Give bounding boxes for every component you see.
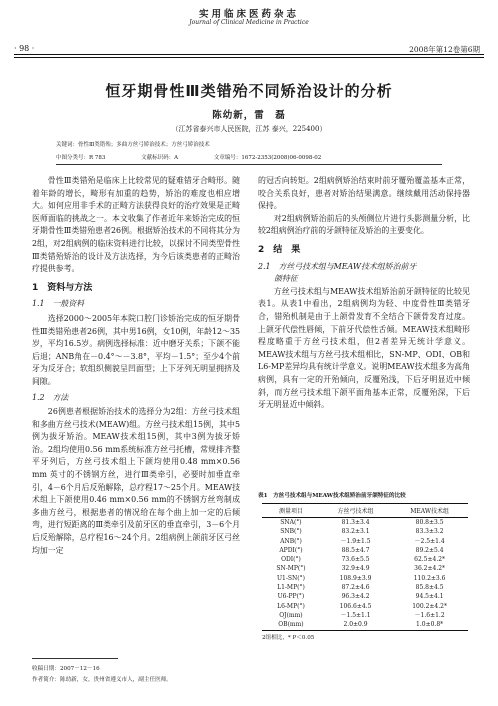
table-row (262, 620, 468, 630)
clc-number: 中图分类号：R 783 (56, 155, 106, 161)
table-cell: 100.2±4.2* (412, 602, 447, 610)
table-cell: 80.8±3.5 (415, 519, 444, 526)
subsection-heading-method: 1.2 方法 (32, 392, 69, 402)
table-caption: 表1 方丝弓技术组与MEAW技术组矫治前牙颌特征的比较 (258, 493, 406, 499)
table-row (262, 564, 468, 573)
author-info: 作者简介：陈幼新，女，贵州省遵义市人，副主任医师。 (32, 677, 172, 683)
received-date: 收稿日期：2007－12－16 (32, 666, 100, 672)
table-cell: ODI(°) (281, 556, 301, 564)
table-row (262, 583, 468, 592)
title-block-rule (56, 164, 442, 165)
table-row (262, 527, 468, 536)
page-number: · 98 · (14, 44, 35, 53)
method-paragraph: 26例患者根据矫治技术的选择分为2组：方丝弓技术组和多曲方丝弓技术(MEAW)组。方丝弓技术组15例，其中5例为拔牙矫治。MEAW技术组15例，其中3例为拔牙矫治。2组均使用0.56 mm系统标准方丝弓托槽，常规排齐整平牙列后，方丝弓技术组上下颌均使用0.48 mm×0.56 mm 英寸的不锈钢方丝，进行Ⅲ类牵引，必要时加垂直牵引，4－6个月后反殆解除，总疗程17～25个月。MEAW技术组上下颌使用0.46 mm×0.56 mm的不锈钢方丝弯制成多曲方丝弓，根据患者的情况给在每个曲上加一定的后倾弯，进行短距离的Ⅲ类牵引及前牙区的垂直牵引，3－6个月后反殆解除，总疗程16～24个月。2组病例上颌前牙区弓丝均加一定 (32, 407, 240, 555)
table-row (262, 574, 468, 583)
results-paragraph: 方丝弓技术组与MEAW技术组矫治前牙颌特征的比较见表1。从表1中看出，2组病例均为轻、中度骨性Ⅲ类错牙合，错殆机制是由于上颌骨发育不全结合下颌骨发育过度。上颌牙代偿性唇倾，下前牙代偿性舌倾。MEAW技术组畸形程度略重于方丝弓技术组，但2者差异无统计学意义。MEAW技术组与方丝弓技术组相比，SN-MP、ODI、OB和L6-MP差异均具有统计学意义。说明MEAW技术组多为高角病例，具有一定的开殆倾向，反覆殆浅，下后牙明显近中倾斜，而方丝弓技术组下颌平面角基本正常，反覆殆深，下后牙无明显近中倾斜。 (258, 286, 470, 410)
table-cell: 32.9±4.9 (341, 565, 370, 573)
table-cell: 110.2±3.6 (413, 574, 446, 582)
comparison-table (262, 503, 468, 631)
article-affiliation: （江苏省泰兴市人民医院，江苏 泰兴，225400） (171, 125, 327, 133)
table-header-cell: MEAW技术组 (391, 504, 468, 518)
section-heading-results: 2 结 果 (258, 244, 301, 255)
table-row (262, 518, 468, 528)
table-cell: －1.6±1.2 (414, 611, 445, 619)
table-header-cell: 方丝弓技术组 (320, 504, 391, 518)
intro-paragraph: 骨性Ⅲ类错殆是临床上比较常见的疑难错牙合畸形。随着年龄的增长，畸形有加重的趋势，矫治的难度也相应增大。如何应用非手术的正畸方法获得良好的治疗效果是正畸医师面临的挑战之一。本文收集了作者近年来矫治完成的恒牙期骨性Ⅲ类错殆患者26例。根据矫治技术的不同将其分为2组，对2组病例的临床资料进行比较，以探讨不同类型骨性Ⅲ类错殆矫治的设计及方法选择，为今后该类患者的正畸治疗提供参考。 (32, 176, 240, 274)
cephalometric-paragraph: 对2组病例矫治前后的头颅侧位片进行头影测量分析，比较2组病例治疗前的牙颌特征及矫治的主要变化。 (258, 213, 470, 236)
journal-title-cn: 实用临床医药杂志 (198, 9, 299, 20)
table-cell: 94.5±4.1 (415, 593, 444, 601)
table-cell: L1-MP(°) (277, 584, 305, 592)
table-cell: 89.2±5.4 (415, 546, 444, 554)
table-header-cell: 测量项目 (262, 504, 320, 518)
keywords: 关键词：骨性Ⅲ类错殆；多曲方丝弓矫治技术；方丝弓矫治技术 (56, 142, 210, 148)
header-rule-thick (14, 54, 484, 55)
table-cell: 62.5±4.2* (414, 556, 446, 564)
classification-line (56, 153, 355, 161)
table-cell: 108.9±3.9 (339, 574, 372, 582)
table-cell: U1-SN(°) (276, 574, 305, 582)
table-cell: 96.3±4.2 (341, 593, 370, 601)
table-cell: 81.3±3.4 (341, 519, 370, 526)
subsection-heading-general: 1.1 一般资料 (32, 299, 85, 309)
table-cell: 88.5±4.7 (341, 546, 370, 554)
table-cell: 73.6±5.5 (341, 556, 370, 564)
section-heading-methods: 1 资料与方法 (32, 282, 93, 293)
table-row (262, 537, 468, 546)
subsection-heading-comparison-cont: 颌特征 (274, 274, 298, 284)
left-column (32, 175, 240, 557)
method-continued-paragraph: 的冠舌向转矩。2组病例矫治结束时前牙覆殆覆盖基本正常，咬合关系良好，患者对矫治结果满意。继续戴用活动保持器保持。 (258, 176, 470, 211)
table-cell: －2.5±1.4 (414, 537, 445, 545)
table-cell: 2.0±0.9 (320, 620, 391, 630)
subsection-heading-comparison: 2.1 方丝弓技术组与MEAW技术组矫治前牙 (258, 261, 417, 271)
article-authors: 陈幼新，雷 磊 (212, 110, 286, 121)
table-cell: APDI(°) (279, 546, 303, 554)
table-cell: 1.0±0.8* (391, 620, 468, 630)
table-cell: 83.2±3.1 (341, 528, 370, 536)
table-cell: 106.6±4.5 (339, 602, 372, 610)
article-title: 恒牙期骨性Ⅲ类错殆不同矫治设计的分析 (105, 82, 393, 100)
right-column (258, 175, 470, 412)
journal-title-en: Journal of Clinical Medicine in Practice (189, 19, 309, 26)
table-cell: SN-MP(°) (276, 565, 306, 573)
table-header-row (262, 504, 468, 518)
document-code: 文献标识码：A (141, 155, 179, 161)
table-cell: U6-PP(°) (277, 593, 305, 601)
table-cell: SNB(°) (280, 528, 302, 536)
table-cell: SNA(°) (280, 519, 302, 526)
table-cell: 83.3±3.2 (415, 528, 444, 536)
footnote-rule (32, 658, 118, 659)
table-note: 2组相比，* P＜0.05 (262, 635, 315, 641)
table-cell: OB(mm) (262, 620, 320, 630)
table-row (262, 555, 468, 564)
table-cell: OJ(mm) (279, 611, 303, 619)
table-cell: 85.8±4.5 (415, 584, 444, 592)
table-row (262, 546, 468, 555)
table-cell: 87.2±4.6 (341, 584, 370, 592)
table-cell: L6-MP(°) (277, 602, 305, 610)
article-id: 文章编号：1672-2353(2008)06-0098-02 (213, 155, 322, 161)
issue-info: 2008年第12卷第6期 (409, 45, 480, 54)
header-rule-thin (14, 57, 484, 58)
table-row (262, 611, 468, 620)
table-cell: ANB(°) (280, 537, 302, 545)
table-cell: －1.9±1.5 (340, 537, 371, 545)
general-data-paragraph: 选择2000～2005年本院口腔门诊矫治完成的恒牙期骨性Ⅲ类错殆患者26例，其中男16例，女10例，年龄12～35岁，平均16.5岁。病例选择标准：近中磨牙关系；下颌不能后退；ANB角在－0.4°～－3.8°，平均－1.5°；至少4个前牙为反牙合；软组织侧貌呈凹面型；上下牙列无明显拥挤及间隙。 (32, 313, 240, 386)
table-cell: －1.5±1.1 (340, 611, 371, 619)
table-cell: 36.2±4.2* (414, 565, 446, 573)
table-row (262, 602, 468, 611)
table-row (262, 592, 468, 601)
